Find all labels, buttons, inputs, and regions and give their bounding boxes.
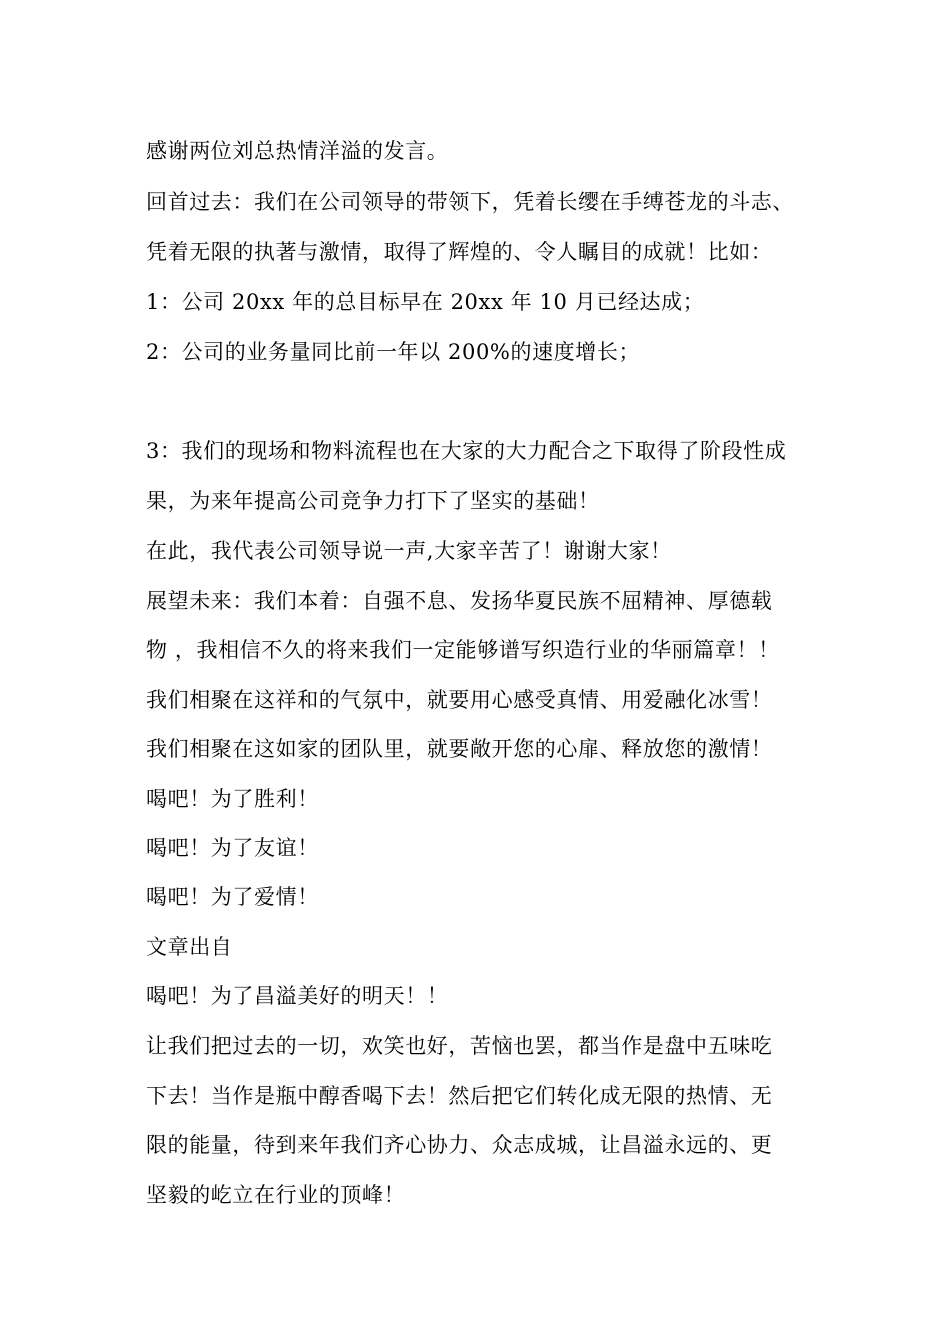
text-line: 让我们把过去的一切，欢笑也好，苦恼也罢，都当作是盘中五味吃	[146, 1034, 773, 1058]
text-line: 我们相聚在这祥和的气氛中，就要用心感受真情、用爱融化冰雪！	[146, 688, 773, 712]
text-line: 限的能量，待到来年我们齐心协力、众志成城，让昌溢永远的、更	[146, 1133, 773, 1157]
text-line: 2：公司的业务量同比前一年以 200%的速度增长；	[146, 340, 641, 364]
text-line: 坚毅的屹立在行业的顶峰！	[146, 1183, 406, 1207]
text-line: 喝吧！为了爱情！	[146, 885, 319, 909]
text-line: 喝吧！为了胜利！	[146, 787, 319, 811]
text-line: 在此，我代表公司领导说一声,大家辛苦了！谢谢大家！	[146, 539, 672, 563]
text-line: 文章出自	[146, 935, 233, 959]
text-line: 喝吧！为了友谊！	[146, 836, 319, 860]
text-line: 1：公司 20xx 年的总目标早在 20xx 年 10 月已经达成；	[146, 290, 705, 314]
text-line: 感谢两位刘总热情洋溢的发言。	[146, 139, 449, 163]
text-line: 果，为来年提高公司竞争力打下了坚实的基础！	[146, 489, 600, 513]
text-line: 下去！当作是瓶中醇香喝下去！然后把它们转化成无限的热情、无	[146, 1084, 773, 1108]
text-line: 凭着无限的执著与激情，取得了辉煌的、令人瞩目的成就！比如：	[146, 240, 773, 264]
text-line: 回首过去：我们在公司领导的带领下，凭着长缨在手缚苍龙的斗志、	[146, 190, 794, 214]
text-line: 我们相聚在这如家的团队里，就要敞开您的心扉、释放您的激情！	[146, 737, 773, 761]
text-line: 喝吧！为了昌溢美好的明天！！	[146, 984, 449, 1008]
text-line: 3：我们的现场和物料流程也在大家的大力配合之下取得了阶段性成	[146, 439, 787, 463]
text-line: 展望未来：我们本着：自强不息、发扬华夏民族不屈精神、厚德载	[146, 589, 773, 613]
text-line: 物 ，我相信不久的将来我们一定能够谱写织造行业的华丽篇章！！	[146, 638, 780, 662]
